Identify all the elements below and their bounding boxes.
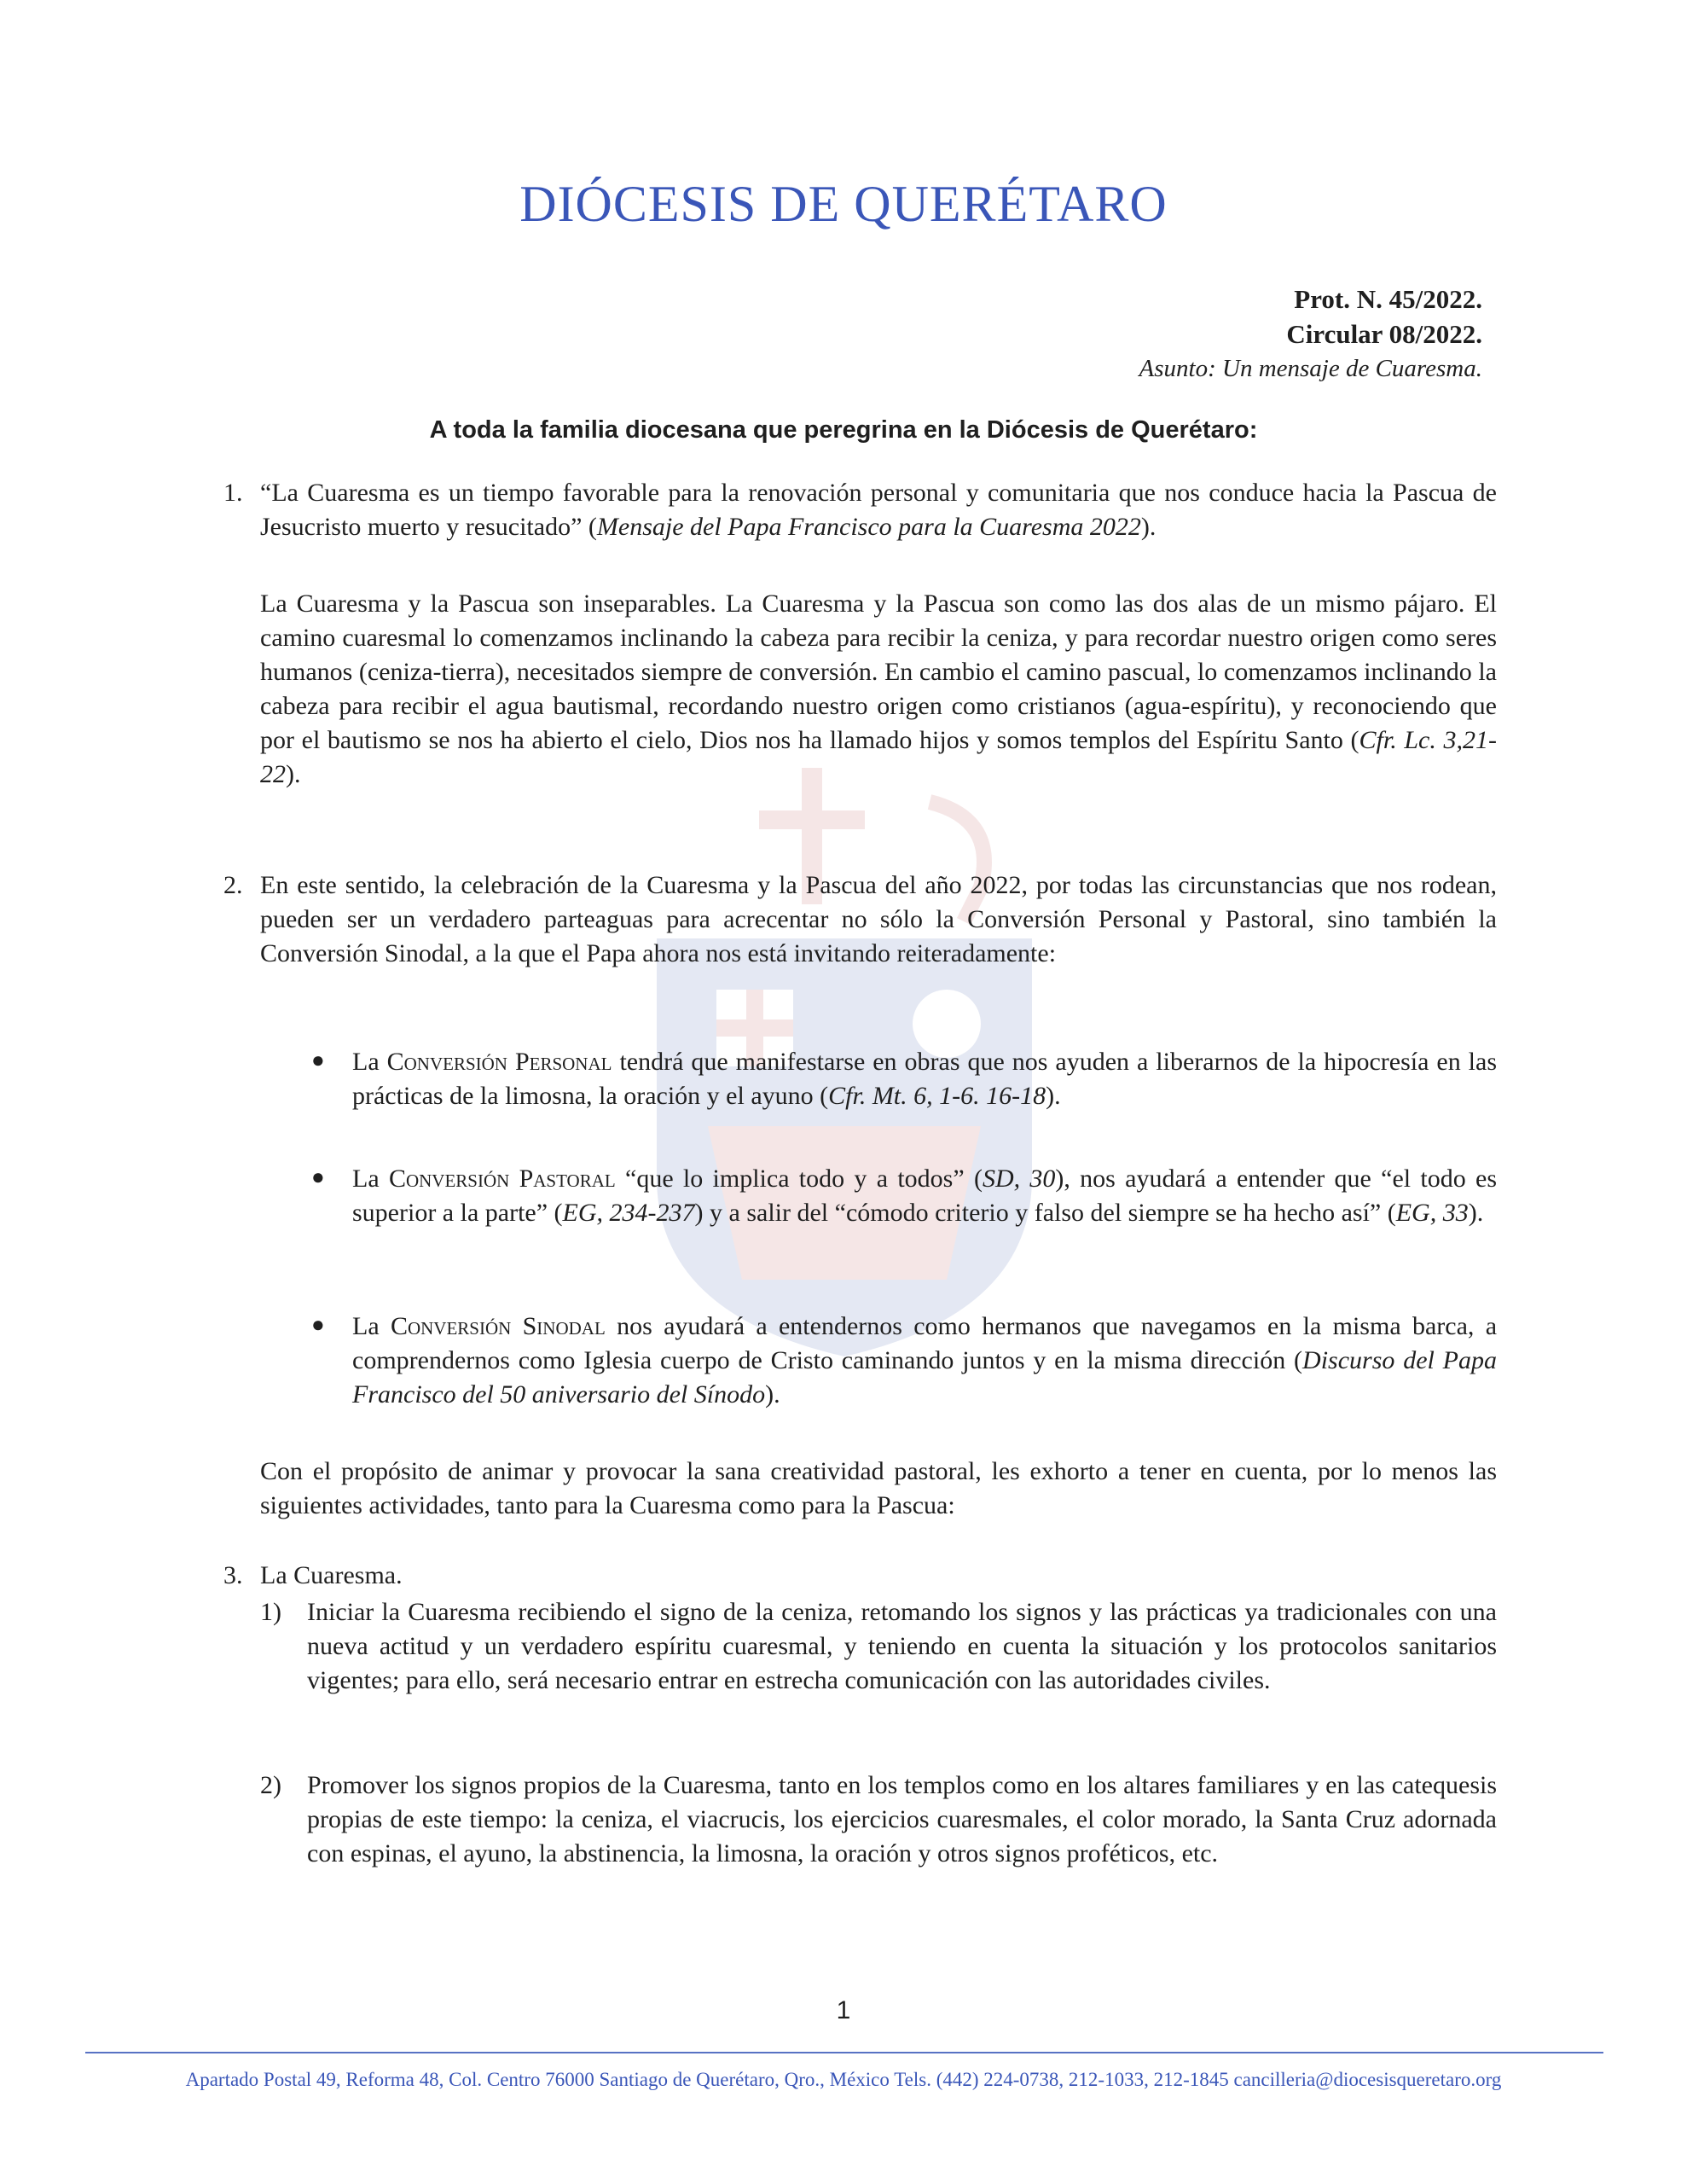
section-3-heading: La Cuaresma.	[260, 1561, 403, 1589]
section-2-closing: Con el propósito de animar y provocar la sana creatividad pastoral, les exhorto a tener en cuenta, por lo menos las siguientes actividades, tanto para la Cuaresma como para la Pascua:	[260, 1457, 1497, 1519]
section-2-paragraph: En este sentido, la celebración de la Cuaresma y la Pascua del año 2022, por todas las circunstancias que nos rodean, pueden ser un verdadero parteaguas para acrecentar no sólo la Conversión Personal y Pastoral, sino también la Conversión Sinodal, a la que el Papa ahora nos está invitando reiteradamente:	[260, 871, 1497, 967]
bullet-marker: ●	[311, 1048, 325, 1072]
circular-number: Circular 08/2022.	[1286, 319, 1482, 349]
cuaresma-item-1: Iniciar la Cuaresma recibiendo el signo de la ceniza, retomando los signos y las prácticas ya tradicionales con una nueva actitud y un verdadero espíritu cuaresmal, y teniendo en cuenta la situación y los protocolos sanitarios vigentes; para ello, será necesario entrar en estrecha comunicación con las autoridades civiles.	[307, 1598, 1497, 1694]
section-1-paragraph-2: La Cuaresma y la Pascua son inseparables. La Cuaresma y la Pascua son como las dos alas de un mismo pájaro. El camino cuaresmal lo comenzamos inclinando la cabeza para recibir la ceniza, y para recordar nuestro origen como seres humanos (ceniza-tierra), necesitados siempre de conversión. En cambio el camino pascual, lo comenzamos inclinando la cabeza para recibir el agua bautismal, recordando nuestro origen como cristianos (agua-espíritu), y reconociendo que por el bautismo se nos ha abierto el cielo, Dios nos ha llamado hijos y somos templos del Espíritu Santo (Cfr. Lc. 3,21-22).	[260, 590, 1498, 788]
item-number: 2)	[260, 1771, 281, 1799]
bullet-conversion-personal: La Conversión Personal tendrá que manifestarse en obras que nos ayuden a liberarnos de la hipocresía en las prácticas de la limosna, la oración y el ayuno (Cfr. Mt. 6, 1-6. 16-18).	[352, 1048, 1497, 1110]
protocol-block	[1139, 282, 1482, 386]
subject-line: Asunto: Un mensaje de Cuaresma.	[1139, 355, 1482, 382]
bullet-marker: ●	[311, 1312, 325, 1337]
item-number: 1)	[260, 1598, 281, 1626]
section-1-number: 1.	[223, 479, 243, 507]
bullet-conversion-pastoral: La Conversión Pastoral “que lo implica todo y a todos” (SD, 30), nos ayudará a entender que “el todo es superior a la parte” (EG, 234-237) y a salir del “cómodo criterio y falso del siempre se ha hecho así” (EG, 33).	[352, 1165, 1498, 1227]
cuaresma-item-2: Promover los signos propios de la Cuaresma, tanto en los templos como en los altares familiares y en las catequesis propias de este tiempo: la ceniza, el viacrucis, los ejercicios cuaresmales, el color morado, la Santa Cruz adornada con espinas, el ayuno, la abstinencia, la limosna, la oración y otros signos proféticos, etc.	[307, 1771, 1497, 1867]
section-1-paragraph-1: “La Cuaresma es un tiempo favorable para la renovación personal y comunitaria que nos conduce hacia la Pascua de Jesucristo muerto y resucitado” (Mensaje del Papa Francisco para la Cuaresma 2022).	[260, 479, 1497, 541]
salutation: A toda la familia diocesana que peregrina en la Diócesis de Querétaro:	[429, 416, 1258, 444]
footer-divider	[85, 2052, 1603, 2053]
bullet-marker: ●	[311, 1165, 325, 1189]
section-3-number: 3.	[223, 1561, 243, 1589]
section-2-number: 2.	[223, 871, 243, 899]
page-number: 1	[836, 1996, 851, 2024]
protocol-number: Prot. N. 45/2022.	[1294, 284, 1482, 314]
diocese-title: DIÓCESIS DE QUERÉTARO	[519, 176, 1168, 233]
footer-address: Apartado Postal 49, Reforma 48, Col. Centro 76000 Santiago de Querétaro, Qro., México Tels. (442) 224-0738, 212-1033, 212-1845 cancilleria@diocesisqueretaro.org	[185, 2069, 1502, 2090]
bullet-conversion-sinodal: La Conversión Sinodal nos ayudará a entendernos como hermanos que navegamos en la misma barca, a comprendernos como Iglesia cuerpo de Cristo caminando juntos y en la misma dirección (Discurso del Papa Francisco del 50 aniversario del Sínodo).	[352, 1312, 1498, 1409]
